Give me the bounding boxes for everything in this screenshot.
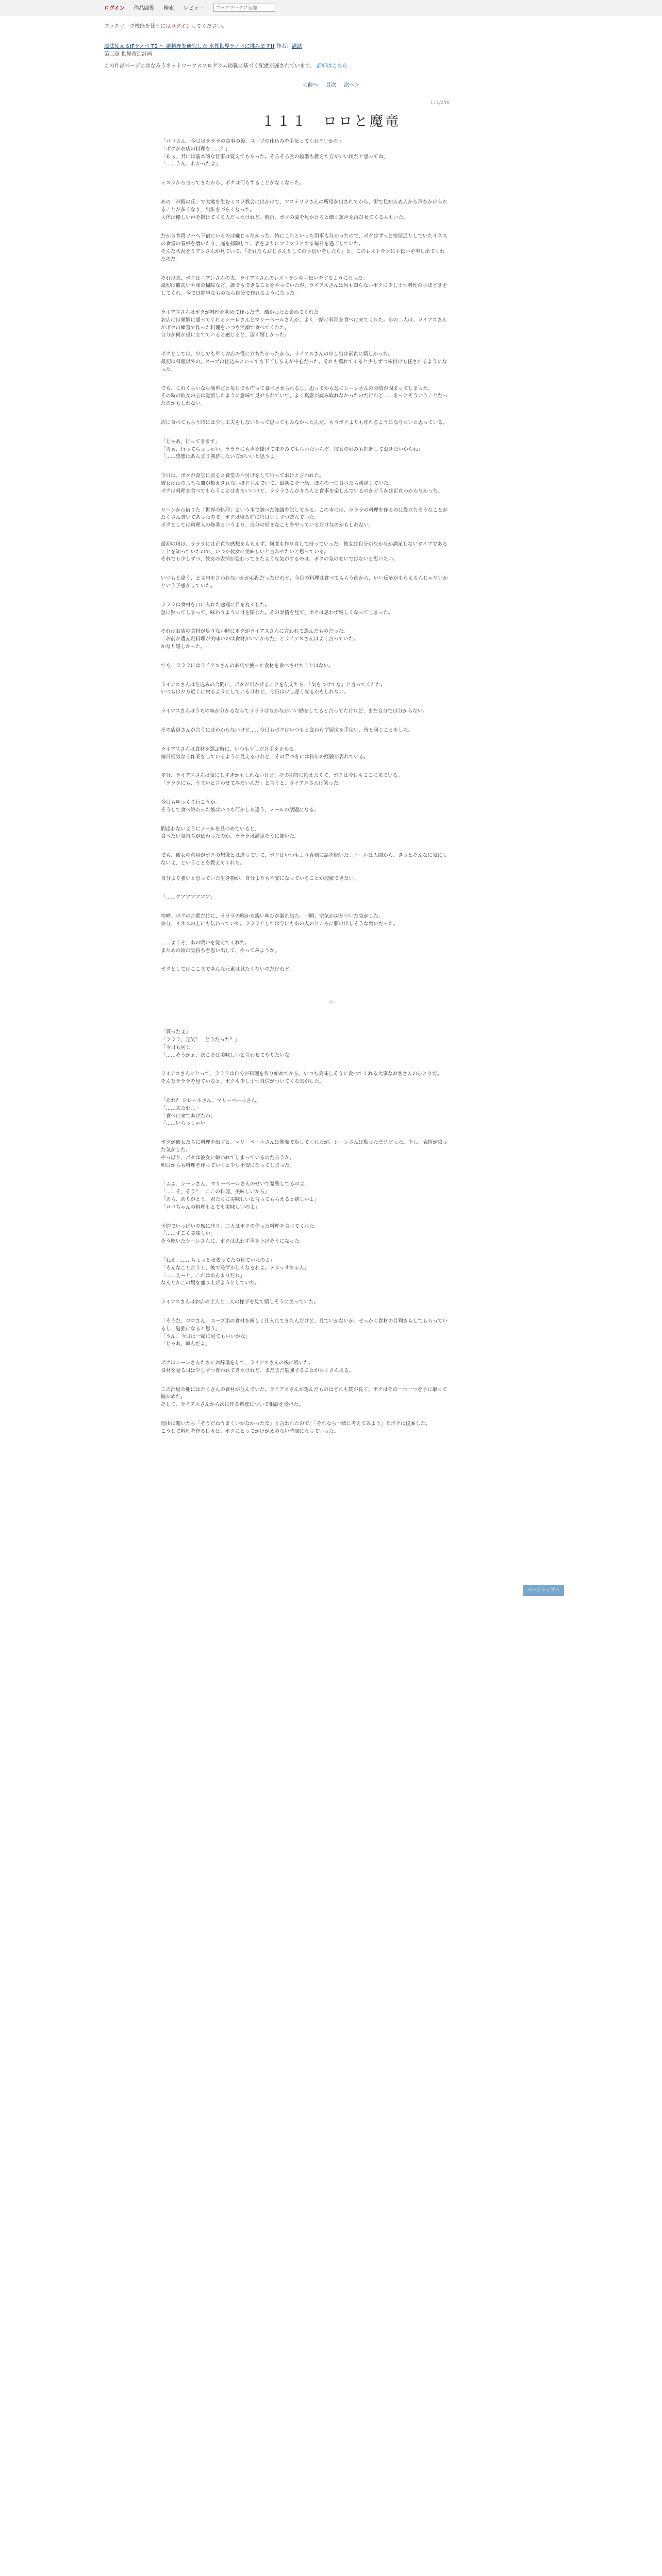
nav-item-browse[interactable]: 作品閲覧 — [134, 6, 155, 11]
story-paragraph: ライアスさんはうちの味が分かるならてラララはなかなかいい勘をしてると言ってたけれど、まだ自分では分からない。 — [161, 708, 428, 715]
story-paragraph: ライアスさんは食材を選ぶ時に、いつも少しだけ手を止める。 毎日何気なく作業をしているように見えるけれど、その手つきには長年の経験が表れている。 — [161, 746, 369, 760]
next-episode-link[interactable]: 次へ＞ — [344, 82, 360, 88]
login-link[interactable]: ログイン — [104, 6, 125, 11]
story-paragraph: 咆哮。ボクの言葉だけに、ラララの喉から鋭い叫びが漏れ出た。一瞬、空気が凍りついた気がした。 多分、イネスの上にも伝わっていた。ラララとしては今にもあの人のところに駆け出しそうな勢いだった。 — [161, 913, 399, 927]
story-paragraph: この部屋の棚にはたくさんの食材が並んでいた。ライアスさんが選んだものはどれも質が良く、ボクはその一つ一つを手に取って確かめた。 そして、ライアスさんから次に作る料理について相談を受けた。 — [161, 1386, 448, 1408]
prev-episode-link[interactable]: ＜前へ — [302, 82, 318, 88]
story-paragraph: ライアスさんは仕込みの合間に、ボクが出かけることを伝えたら、「気をつけてな」と言ってくれた。 いつもは夕方近くに戻るようにしているけれど、今日は少し遅くなるかもしれない。 — [161, 682, 386, 696]
episode-body-part2 — [161, 1029, 450, 1435]
episode-number: 111/250 — [430, 100, 450, 106]
story-paragraph: ボクとしては、少しでも早くお店の役に立ちたかったから、ライアスさんの申し出は素直に嬉しかった。 最初は料理以外の、スープの仕込みといっても下ごしらえが中心だった。それも慣れてくると少しずつ味付けも任されるようになった。 — [161, 351, 448, 372]
story-paragraph: でも、彼女の意見がボクの想像とは違っていて、ボクはいつもより真剣に話を聞いた。ノールは人間から、きっとそんなに気にしないよ、ということを教えてくれた。 自分より強いと思っていた生き物が、自分よりも不安になっていることが理解できない。 — [161, 853, 448, 882]
story-paragraph: 最初の頃は、ラララには正直な感想をもらえず、何度も作り直して持っていった。彼女は自分がなかなか満足しないタイプであることを知っていたので、いつか彼女に美味しいと言わせたいと思っている。 それでも少しずつ、彼女の表情が変わってきたような気がするのは、ボクの気のせいではないと思いたい。 — [161, 541, 448, 563]
story-paragraph: あの「神殿の丘」で大地を生むミスラ教会に出かけて、アステリラさんの所用が出されてから、街で見知らぬ人から声をかけられることが多くなり、出歩きづらくなった。 大体は優しい声を掛けてくる人だったけれど、時折、ボクの姿を見かけると酷く罵声を浴びせてくる人もいた。 — [161, 199, 448, 221]
content-wrapper — [104, 15, 558, 1447]
series-info — [104, 43, 558, 58]
story-paragraph: リーンから借りた「世界の料理」という本で調べた知識を試してみる。この本には、ラララの料理を作るのに役立ちそうなことがたくさん書いてあったので、ボクは寝る前に毎日少しずつ読んでいた。 ボクとしては料理人の修業というより、自分の好きなことをやっているだけなのかもしれない。 — [161, 507, 448, 529]
episode-navigation — [104, 80, 558, 88]
page-top-button[interactable]: ページトップへ — [523, 1585, 564, 1596]
author-link[interactable]: 溝鉄 — [291, 44, 302, 49]
caution-notice — [104, 61, 558, 69]
section-divider: ＊ — [328, 999, 334, 1006]
story-paragraph: 「……グアアアアアア」 — [161, 894, 216, 901]
story-paragraph: 多分、ライアスさんは気にしすぎかもしれないけど、その期待に応えたくて、ボクは今日もここに来ている。 「ラララにも、うまいと言わせてみたいんだ」と言うと、ライアスさんは笑った。 — [161, 773, 403, 787]
nav-item-review[interactable]: レビュー — [183, 6, 204, 11]
bookmark-add-field[interactable] — [213, 4, 275, 12]
story-paragraph: 「じゃあ、行ってきます」 「あぁ、行ってらっしゃい。ラララにも声を掛けて味をみてもらいたいんだ。彼女の好みも把握しておきたいからね」 「……感想はあんまり期待しない方がいいと思うよ」 — [161, 438, 423, 460]
story-paragraph: 「ロロさん、今日はラララの食事の後、スープの仕込みを手伝ってくれないかな」 「ボクがお店の料理を……？」 「あぁ、君には基本的な仕事は覚えてもらった。そろそろ次の段階も教えた方がいい頃だと思ってね」 「……うん、わかったよ」 — [161, 139, 389, 167]
story-paragraph: それはお店の食材が足りない時にボクがライアスさんに言われて選んだものだった。 「お前が選んだ料理が美味いのは食材がいいからだ」とライアスさんはよく言っていた。 かなり嬉しかった。 — [161, 629, 358, 650]
episode-body — [161, 138, 450, 974]
story-paragraph: ボクとしてはここまであんな元素は見たくないのだけれど。 — [161, 967, 295, 973]
story-paragraph: 「ねえ、……ちょっと頑張ってたの見ていたのよ」 「そんなこと言うと、後で恥ずかしくなるわよ。メリッサちゃん」 「……えーと、これはあんまりだね」 なんとかこの場を盛り上げようとしていた。 — [161, 1257, 309, 1286]
story-paragraph: 「貰ったよ」 「ラララ、元気？ どうだった？」 「今日も同じ」 「……そうかぁ、次こそは美味しいと言わせてやりたいな」 — [161, 1029, 295, 1058]
story-paragraph: 間違わないようにノールを見つめていると、 食べたい気持ちが伝わったのか、ラララは満足そうに頷いた。 — [161, 826, 300, 840]
top-navigation-bar — [0, 0, 662, 15]
story-paragraph: ライアスさんはお店の主人と二人の様子を見て嬉しそうに笑っていた。 — [161, 1299, 319, 1306]
chapter-name: 第三章 世界改造計画 — [104, 52, 153, 57]
story-paragraph: ミスラから言ってきたから、ボクは何もすることがなくなった。 — [161, 180, 305, 187]
story-paragraph: その店員さんが言うにはわからないけど……今日もボクはいつもと変わらず厨房を手伝い、皆と同じことをした。 — [161, 727, 413, 734]
story-paragraph: ボクはシーレさんたちにお辞儀をして、ライアスさんの後に続いた。 食材を見る目は少しずつ養われてきたけれど、まだまだ勉強することがたくさんある。 — [161, 1360, 354, 1374]
story-paragraph: 予約でいっぱいの席に座り、二人はボクの作った料理を食べてくれた。 「……すごく美味しい」 そう呟いたシーレさんに、ボクは思わず声を上げそうになった。 — [161, 1223, 319, 1245]
bookmark-notice — [104, 22, 558, 29]
author-label: 作者： — [276, 44, 292, 49]
story-paragraph: 理由は聞いたら「そうだねうまくいかなかったな」と言われたので、「それなら一緒に考えてみよう」とボクは提案した。 こうして料理を作る日々は、ボクにとってかけがえのない時間になっていった。 — [161, 1421, 431, 1434]
story-paragraph: ボクが彼女たちに料理を出すと、マリーベールさんは笑顔で返してくれたが、シーレさんは黙ったままだった。少し、表情が陰った気がした。 やっぱり、ボクは彼女に嫌われてしまっているのだろうか。 明日からも料理を作っていくと少し不安になってしまった。 — [161, 1140, 448, 1168]
story-paragraph: 「そうだ、ロロさん。スープ用の食材を新しく仕入れてきたんだけど、見ていかないか。せっかく食材の目利きもしてもらっているし、勉強になると思う」 「うん、今日は一緒に見てもいいかな」 「じゃあ、頼んだよ」 — [161, 1318, 448, 1347]
story-paragraph: それ以来、ボクはエアンさんの夫、ライアスさんのレストランの手伝いをするようになった。 最初は皿洗いや床の掃除など、誰でもできることをやっていたが、ライアスさんは何も知らないボクに少しずつ料理の手ほどきをしてくれ、今では簡単なものなら自分で作れるようになった。 — [161, 275, 448, 297]
story-paragraph: 次に食べてもらう時には少し工夫をしないとって思ってもみなかったんだ。もうボクよりも作れるようになりたいと思っている。 — [161, 419, 448, 426]
story-paragraph: ライアスさんはボクが料理を初めて作った時、酷かったと褒めてくれた。 お店には頻繁に通ってくれるシーレさんとマリーベールさんが、よく一緒に料理を食べに来てくれた。あの二人は、ライアスさんがボクの練習で作った料理をいつも笑顔で食べてくれた。 自分が何か役に立てていると感じると、凄く嬉しかった。 — [161, 309, 448, 338]
notice-text-a: ブックマーク機能を使うには — [104, 24, 171, 29]
series-title-link[interactable]: 魔法使えるIFラノベ TS 〜 謎料理を研究した 水異世界ラノベに挑みます!! — [104, 44, 275, 49]
story-paragraph: ライアスさんにとって、ラララは自分が料理を作り始めてから、いつも美味しそうに食べてくれる大事なお客さんのひとりだ。 そんなラララを見ていると、ボクも少しずつ自信がついてくる気がした。 — [161, 1071, 442, 1085]
story-paragraph: ラララは食材を口に入れた途端に目を丸くした。 急に黙ってしまって、味わうように目を閉じた。その表情を見て、ボクは思わず嬉しくなってしまった。 — [161, 602, 393, 616]
story-paragraph: いつもと違う、と文句を言われないかが心配だったけれど、今日の料理は食べてもらう前から、いい反応がもらえるんじゃないかという予感がしていた。 — [161, 575, 448, 589]
story-paragraph: ……よくぞ、あの戦いを覚えてくれた。 またあの頃の気持ちを思い出して、やってみようか。 — [161, 940, 280, 954]
caution-text: この作品ページにはなろうネットワークスプログラム掲載に基づく配慮が施されています。 — [104, 63, 317, 69]
index-link[interactable]: 目次 — [326, 82, 336, 88]
notice-text-b: してください。 — [191, 24, 227, 29]
caution-details-link[interactable]: 詳細はこちら — [316, 63, 347, 69]
story-paragraph: でも、ラララにはライアスさんのお店で使った食材を食べさせたことはない。 — [161, 663, 334, 669]
story-paragraph: 今日もゆっくり行こうか。 そうして食べ終わった後はいつも何かしら違う、ノールの話題になる。 — [161, 800, 319, 813]
story-paragraph: 今日は、ボクが食堂に戻ると食堂の片付けをして行っておけと言われた。 彼女は山のような皿が数えきれないほど並んでいて、最初こそ一品、ほんの一口食べたら満足していた。 ボクは料理を食べてもらうことはまあいいけど、ラララさんがきちんと食事を楽しんでいるのかどうかは正直わからなかった。 — [161, 473, 443, 494]
story-paragraph: 「ふふ、シーレさん、マリーベールさんのせいで緊張してるのよ」 「……そ、そう？ ここの料理、美味しいから」 「あら、ありがとう。君たちに美味しいと言ってもらえると嬉しいよ」 「ロロちゃんの料理もとても美味しいのよ」 — [161, 1181, 319, 1210]
notice-login-link[interactable]: ログイン — [171, 24, 191, 29]
story-paragraph: でも、これくらいなら簡単だと毎日でも作って食べさせられるし、思ってから急にシーレさんの表情が固まってしまった。 その時の彼女の心は覚悟したように意味で見せられていて、よく真意が読み取れなかったのだけれど……きっとそういうことだったのかもしれない。 — [161, 385, 448, 407]
story-paragraph: だから普段ソーヘ下宿にいるのは嫌じゃなかった。特にこれといった用事もなかったので、ボクはずっと宿屋通りしていたイネスの食堂の看板を磨いたり、庭を掃除して、表をよりにフラフラとする毎日を過ごしていた。 そんな状況をミアンさんが見ていて、「それならおじさんとしての手伝いをしたら」と、このレストランに手伝いを申し出てくれたのだ。 — [161, 233, 448, 262]
episode-title: １１１ ロロと魔竜 — [261, 114, 401, 129]
story-paragraph: 「あれ？ シレーネさん、マリーベールさん」 「……来たわよ」 「食べに来てあげたわ」 「……いらっしゃい」 — [161, 1097, 261, 1127]
nav-item-search[interactable]: 検索 — [163, 6, 174, 11]
